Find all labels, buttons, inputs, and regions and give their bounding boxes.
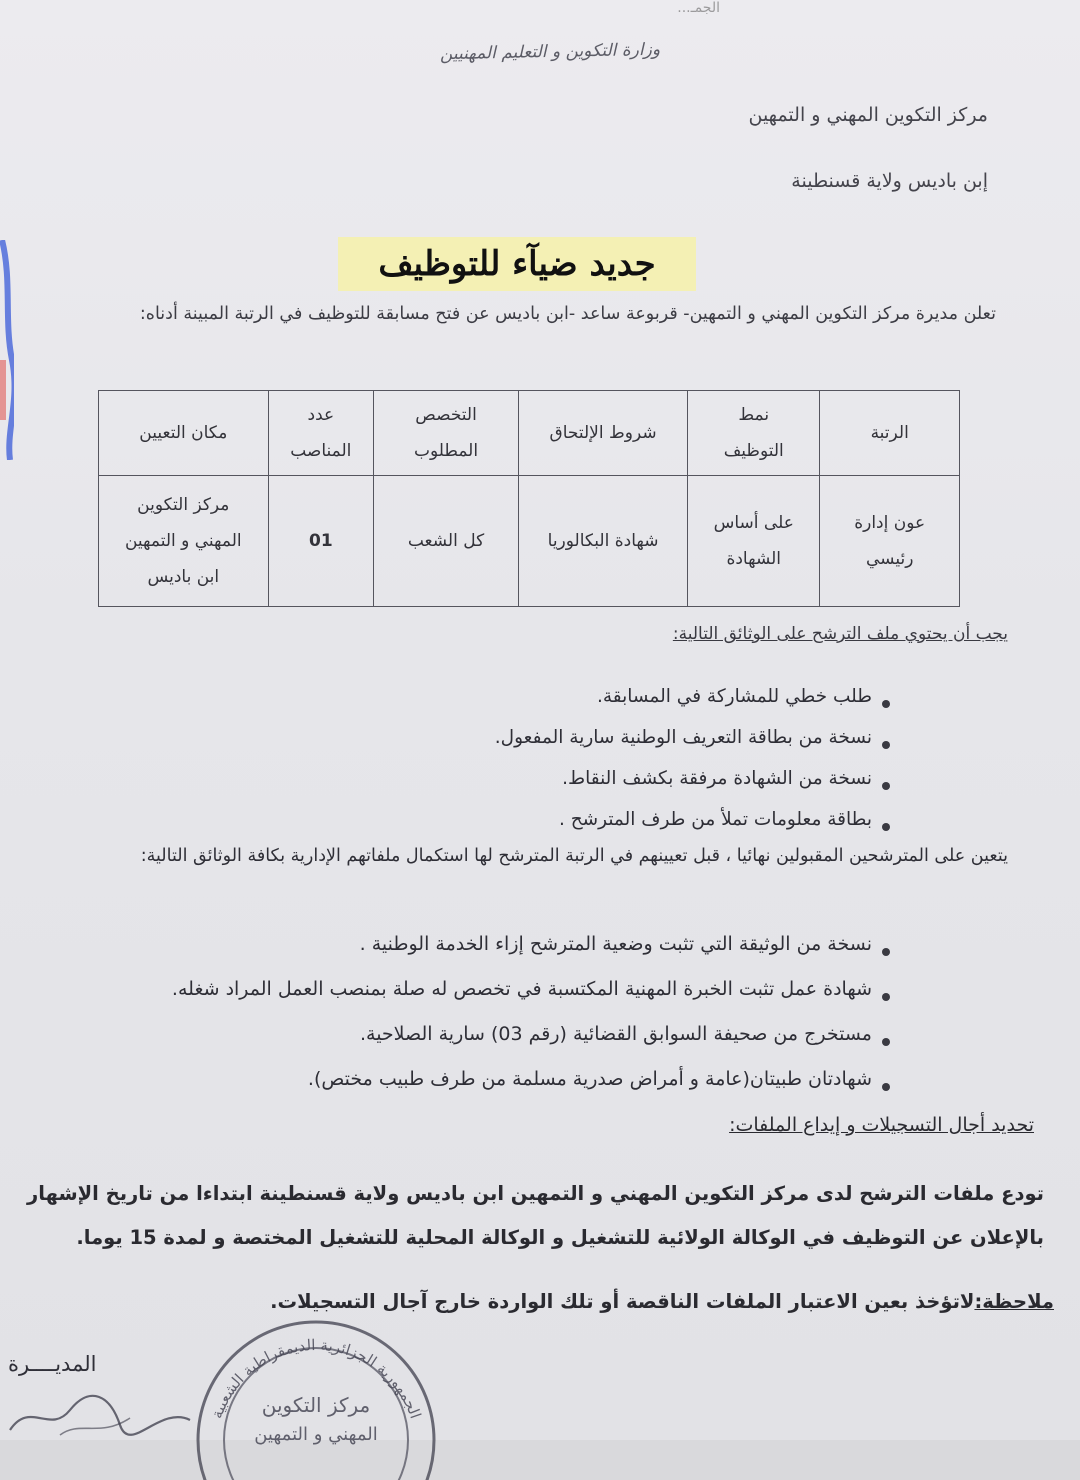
list-item: نسخة من الوثيقة التي تثبت وضعية المترشح إزاء الخدمة الوطنية . xyxy=(172,928,890,973)
note-label: ملاحظة: xyxy=(974,1290,1054,1313)
required-docs-list xyxy=(495,682,890,846)
header-count-line: عدد xyxy=(307,405,335,425)
header-place xyxy=(99,391,269,476)
cell-place xyxy=(99,476,269,607)
accepted-docs-list xyxy=(172,928,890,1108)
list-item: شهادتان طبيتان(عامة و أمراض صدرية مسلمة من طرف طبيب مختص). xyxy=(172,1063,890,1108)
header-mode xyxy=(688,391,820,476)
header-mode-line: نمط xyxy=(738,405,770,425)
signature-title: المديــــرة xyxy=(8,1352,97,1376)
header-rank xyxy=(820,391,960,476)
header-specialty-line: التخصص xyxy=(415,405,477,425)
table-header-row xyxy=(99,391,960,476)
header-specialty-line: المطلوب xyxy=(413,441,479,461)
header-conditions-line: شروط الإلتحاق xyxy=(549,423,657,443)
cell-conditions-line: شهادة البكالوريا xyxy=(547,531,659,551)
list-item: نسخة من الشهادة مرفقة بكشف النقاط. xyxy=(495,764,890,805)
header-conditions xyxy=(519,391,688,476)
cell-rank-line: رئيسي xyxy=(866,549,914,569)
note-text: لاتؤخذ بعين الاعتبار الملفات الناقصة أو تلك الواردة خارج آجال التسجيلات. xyxy=(270,1290,975,1313)
cell-specialty xyxy=(374,476,519,607)
header-specialty xyxy=(374,391,519,476)
cell-count xyxy=(268,476,373,607)
stamp-center-line: مركز التكوين xyxy=(261,1393,371,1417)
accepted-docs-heading: يتعين على المترشحين المقبولين نهائيا ، قبل تعيينهم في الرتبة المترشح لها استكمال ملفاتهم الإدارية بكافة الوثائق التالية: xyxy=(140,846,1008,866)
deadline-heading: تحديد أجال التسجيلات و إيداع الملفات: xyxy=(729,1114,1034,1136)
intro-paragraph: تعلن مديرة مركز التكوين المهني و التمهين- قربوعة ساعد -ابن باديس عن فتح مسابقة للتوظيف في الرتبة المبينة أدناه: xyxy=(139,304,996,324)
official-stamp xyxy=(176,1300,456,1480)
stamp-center-line: المهني و التمهين xyxy=(254,1424,378,1445)
cell-specialty-line: كل الشعب xyxy=(407,531,485,551)
table-row xyxy=(99,476,960,607)
headline-banner: جديد ضيآء للتوظيف xyxy=(338,237,696,291)
list-item: بطاقة معلومات تملأ من طرف المترشح . xyxy=(495,805,890,846)
cell-conditions xyxy=(519,476,688,607)
cell-rank xyxy=(820,476,960,607)
cell-mode-line: الشهادة xyxy=(726,549,782,569)
header-place-line: مكان التعيين xyxy=(139,423,228,443)
positions-table xyxy=(98,390,960,607)
handwritten-signature xyxy=(0,1390,200,1440)
list-item: شهادة عمل تثبت الخبرة المهنية المكتسبة في تخصص له صلة بمنصب العمل المراد شغله. xyxy=(172,973,890,1018)
center-location: إبن باديس ولاية قسنطينة xyxy=(791,170,988,192)
cell-count-line: 01 xyxy=(308,531,333,551)
cell-place-line: المهني و التمهين xyxy=(124,531,242,551)
header-rank-line: الرتبة xyxy=(870,423,909,443)
ministry-name: وزارة التكوين و التعليم المهنيين xyxy=(439,39,661,65)
cell-mode xyxy=(688,476,820,607)
header-count-line: المناصب xyxy=(290,441,352,461)
cell-place-line: ابن باديس xyxy=(147,567,220,587)
list-item: نسخة من بطاقة التعريف الوطنية سارية المفعول. xyxy=(495,723,890,764)
header-mode-line: التوظيف xyxy=(723,441,784,461)
left-edge-mark xyxy=(0,240,14,460)
header-count xyxy=(268,391,373,476)
cell-place-line: مركز التكوين xyxy=(137,495,230,515)
cell-mode-line: على أساس xyxy=(713,513,794,533)
deposit-paragraph: تودع ملفات الترشح لدى مركز التكوين المهني و التمهين ابن باديس ولاية قسنطينة ابتداءا من تاريخ الإشهار بالإعلان عن التوظيف في الوكالة الولائية للتشغيل و الوكالة المحلية للتشغيل المختصة و لمدة 15 يوما. xyxy=(27,1182,1044,1249)
list-item: مستخرج من صحيفة السوابق القضائية (رقم 03) سارية الصلاحية. xyxy=(172,1018,890,1063)
list-item: طلب خطي للمشاركة في المسابقة. xyxy=(495,682,890,723)
required-docs-heading: يجب أن يحتوي ملف الترشح على الوثائق التالية: xyxy=(672,624,1008,644)
cell-rank-line: عون إدارة xyxy=(854,513,926,533)
top-cut-text: الجمـ... xyxy=(677,0,720,16)
center-name: مركز التكوين المهني و التمهين xyxy=(748,104,988,126)
stamp-ring-text: الجمهورية الجزائرية الديمقراطية الشعبية xyxy=(207,1336,425,1421)
